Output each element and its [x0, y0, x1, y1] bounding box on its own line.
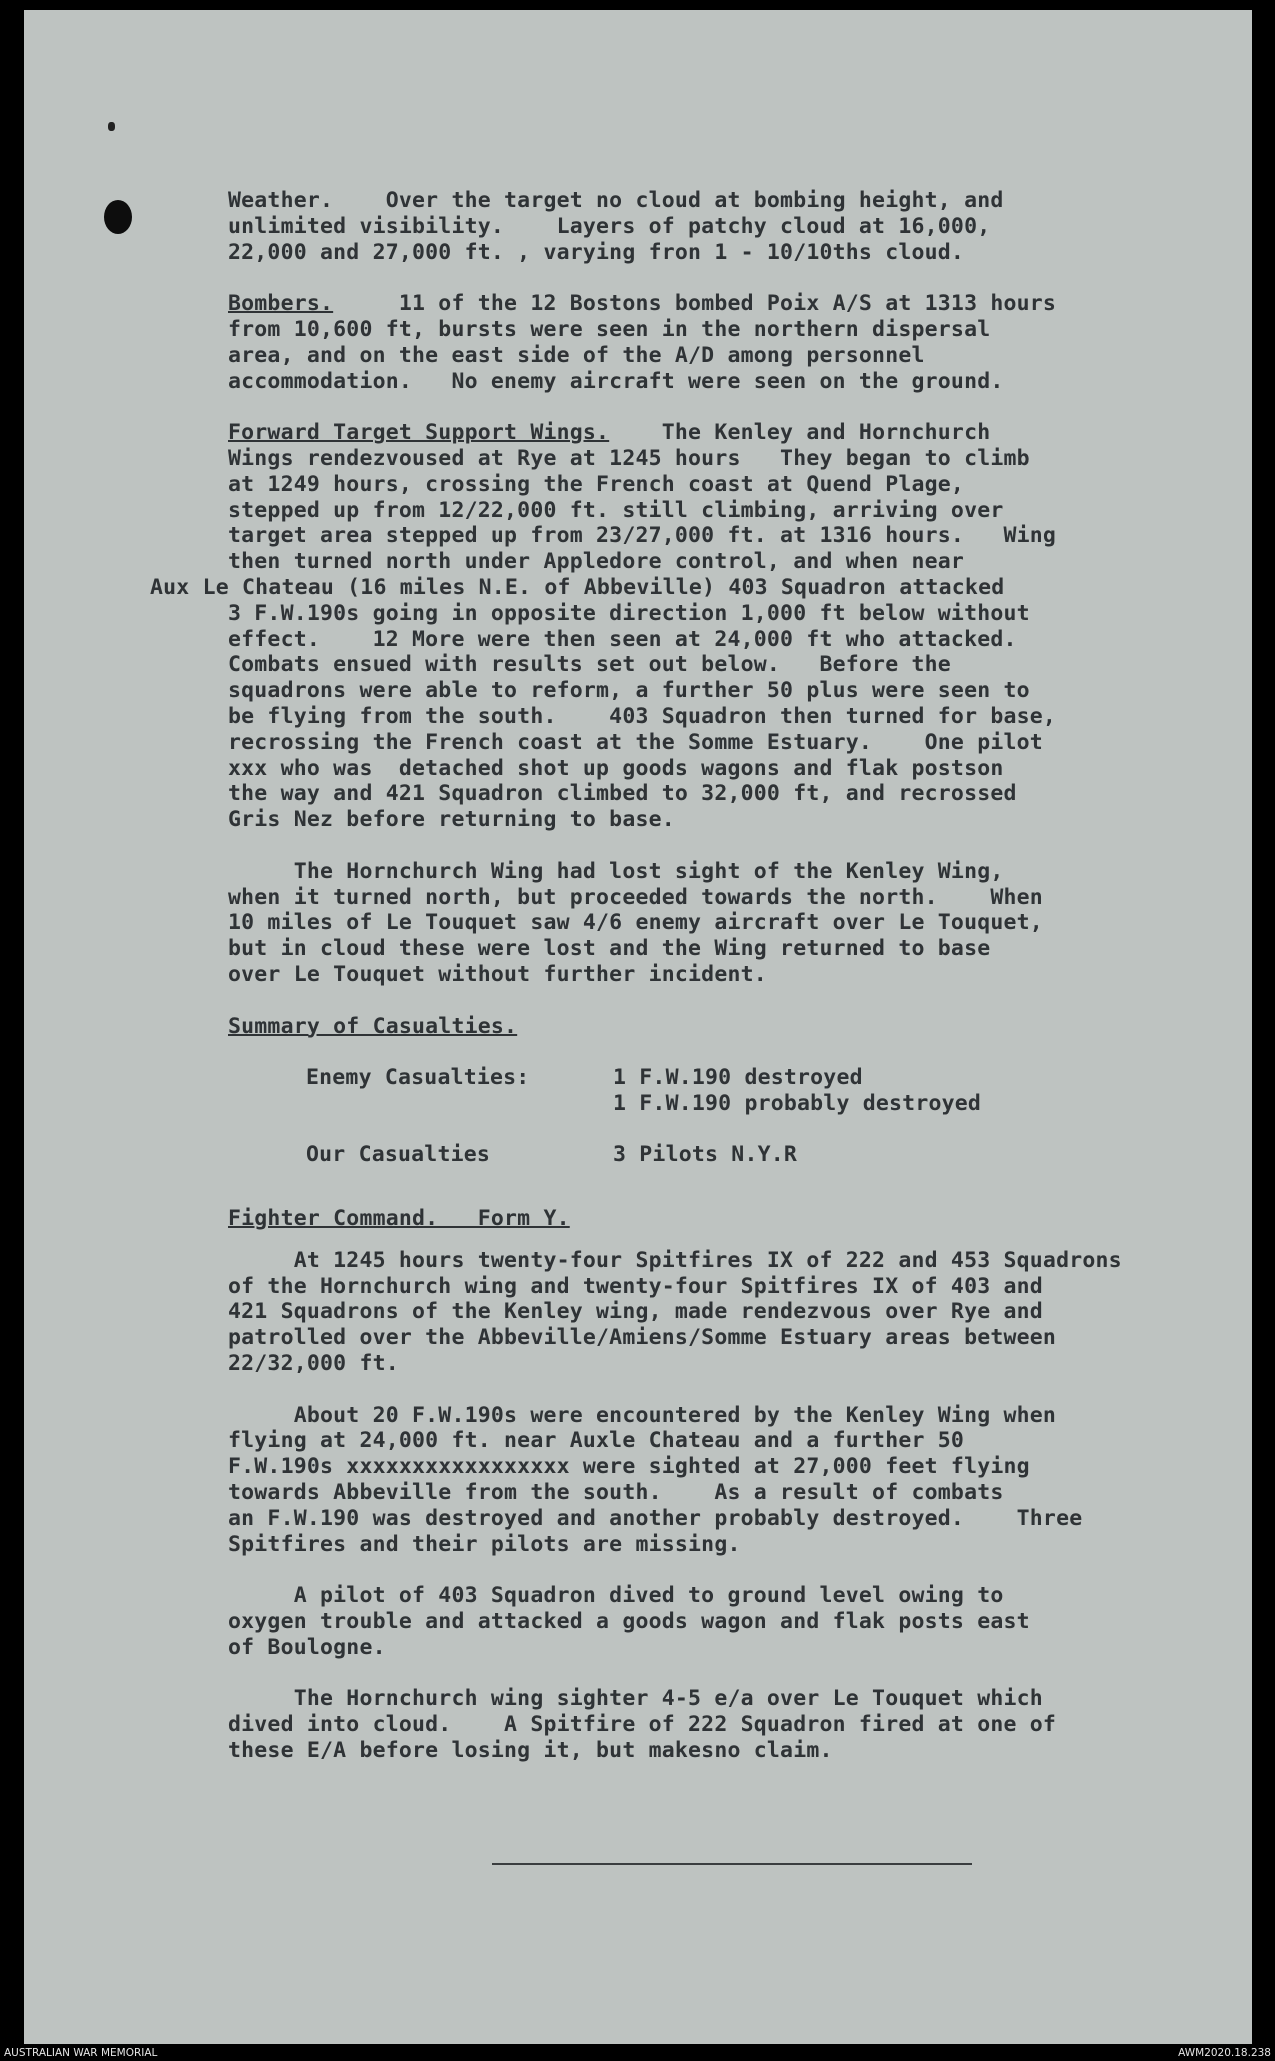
bombers-heading: Bombers.	[228, 291, 334, 317]
fighter-para1-line: of the Hornchurch wing and twenty-four Spitfires IX of 403 and	[228, 1273, 1043, 1299]
forward-line: stepped up from 12/22,000 ft. still climbing, arriving over	[228, 497, 1004, 523]
enemy-casualties-row-2	[228, 1091, 1252, 1117]
fighter-command-heading: Fighter Command. Form Y.	[228, 1206, 570, 1232]
fighter-para1-line: At 1245 hours twenty-four Spitfires IX of 222 and 453 Squadrons	[228, 1247, 1122, 1273]
footer-reference: AWM2020.18.238	[1178, 2047, 1271, 2059]
bombers-line: accommodation. No enemy aircraft were seen on the ground.	[228, 368, 1004, 394]
bombers-line: from 10,600 ft, bursts were seen in the northern dispersal	[228, 316, 991, 342]
fighter-para2-line: towards Abbeville from the south. As a result of combats	[228, 1480, 1004, 1506]
forward-line: target area stepped up from 23/27,000 ft. at 1316 hours. Wing	[228, 523, 1057, 549]
fighter-para1-line: 421 Squadrons of the Kenley wing, made rendezvous over Rye and	[228, 1299, 1043, 1325]
bombers-paragraph-first-line	[228, 291, 1252, 317]
fighter-para2-line: About 20 F.W.190s were encountered by the Kenley Wing when	[228, 1402, 1057, 1428]
weather-line: Weather. Over the target no cloud at bombing height, and	[228, 188, 1004, 213]
hornchurch-line: 10 miles of Le Touquet saw 4/6 enemy aircraft over Le Touquet,	[228, 910, 1043, 936]
weather-line: 22,000 and 27,000 ft. , varying fron 1 - 10/10ths cloud.	[228, 239, 965, 265]
our-casualties-label: Our Casualties	[306, 1142, 491, 1168]
forward-line: effect. 12 More were then seen at 24,000 ft who attacked.	[228, 626, 1017, 652]
our-casualties-value: 3 Pilots N.Y.R	[613, 1142, 798, 1168]
fighter-para2-line: F.W.190s xxxxxxxxxxxxxxxxx were sighted at 27,000 feet flying	[228, 1454, 1030, 1480]
enemy-casualties-label: Enemy Casualties:	[306, 1065, 530, 1091]
closing-rule	[492, 1863, 972, 1865]
paper-speck	[108, 122, 115, 131]
forward-line: at 1249 hours, crossing the French coast at Quend Plage,	[228, 471, 965, 497]
forward-line: recrossing the French coast at the Somme Estuary. One pilot	[228, 729, 1043, 755]
fighter-para4-line: The Hornchurch wing sighter 4-5 e/a over Le Touquet which	[228, 1686, 1043, 1712]
enemy-casualties-row	[228, 1065, 1252, 1091]
forward-line: be flying from the south. 403 Squadron then turned for base,	[228, 703, 1057, 729]
footer-credit: AUSTRALIAN WAR MEMORIAL	[4, 2047, 158, 2059]
punch-hole	[104, 200, 132, 234]
hornchurch-line: over Le Touquet without further incident.	[228, 961, 767, 987]
fighter-para1-line: patrolled over the Abbeville/Amiens/Somme Estuary areas between	[228, 1325, 1057, 1351]
fighter-para4-line: these E/A before losing it, but makesno claim.	[228, 1738, 833, 1764]
enemy-casualty-value: 1 F.W.190 destroyed	[613, 1065, 863, 1091]
forward-line: The Kenley and Hornchurch	[609, 420, 991, 446]
fighter-para2-line: Spitfires and their pilots are missing.	[228, 1531, 741, 1557]
forward-line: xxx who was detached shot up goods wagons and flak postson	[228, 755, 1004, 781]
weather-line: unlimited visibility. Layers of patchy cloud at 16,000,	[228, 213, 991, 239]
forward-heading: Forward Target Support Wings.	[228, 420, 610, 446]
hornchurch-line: but in cloud these were lost and the Wing returned to base	[228, 936, 991, 962]
forward-line: Combats ensued with results set out below. Before the	[228, 652, 951, 678]
typewritten-text	[150, 188, 1252, 1764]
fighter-para3-line: A pilot of 403 Squadron dived to ground level owing to	[228, 1583, 1004, 1609]
fighter-para2-line: flying at 24,000 ft. near Auxle Chateau and a further 50	[228, 1428, 965, 1454]
fighter-para1-line: 22/32,000 ft.	[228, 1351, 399, 1377]
hornchurch-line: The Hornchurch Wing had lost sight of the Kenley Wing,	[228, 858, 1004, 884]
forward-line: then turned north under Appledore control, and when near	[228, 549, 965, 575]
fighter-para3-line: oxygen trouble and attacked a goods wagon and flak posts east	[228, 1609, 1030, 1635]
forward-line: Gris Nez before returning to base.	[228, 807, 675, 833]
forward-line: Aux Le Chateau (16 miles N.E. of Abbeville) 403 Squadron attacked	[150, 574, 1005, 600]
forward-line: 3 F.W.190s going in opposite direction 1,000 ft below without	[228, 600, 1030, 626]
forward-paragraph-first-line	[228, 420, 1252, 446]
document-page	[24, 10, 1252, 2044]
fighter-para3-line: of Boulogne.	[228, 1634, 386, 1660]
summary-heading: Summary of Casualties.	[228, 1013, 518, 1039]
fighter-para2-line: an F.W.190 was destroyed and another probably destroyed. Three	[228, 1505, 1083, 1531]
fighter-para4-line: dived into cloud. A Spitfire of 222 Squadron fired at one of	[228, 1712, 1057, 1738]
forward-line: the way and 421 Squadron climbed to 32,000 ft, and recrossed	[228, 781, 1017, 807]
bombers-line: area, and on the east side of the A/D among personnel	[228, 342, 925, 368]
bombers-line: 11 of the 12 Bostons bombed Poix A/S at 1313 hours	[333, 291, 1057, 317]
hornchurch-line: when it turned north, but proceeded towards the north. When	[228, 884, 1043, 910]
forward-line: squadrons were able to reform, a further 50 plus were seen to	[228, 678, 1030, 704]
forward-line: Wings rendezvoused at Rye at 1245 hours They began to climb	[228, 445, 1030, 471]
our-casualties-row	[228, 1142, 1252, 1168]
enemy-casualty-value: 1 F.W.190 probably destroyed	[613, 1090, 982, 1116]
